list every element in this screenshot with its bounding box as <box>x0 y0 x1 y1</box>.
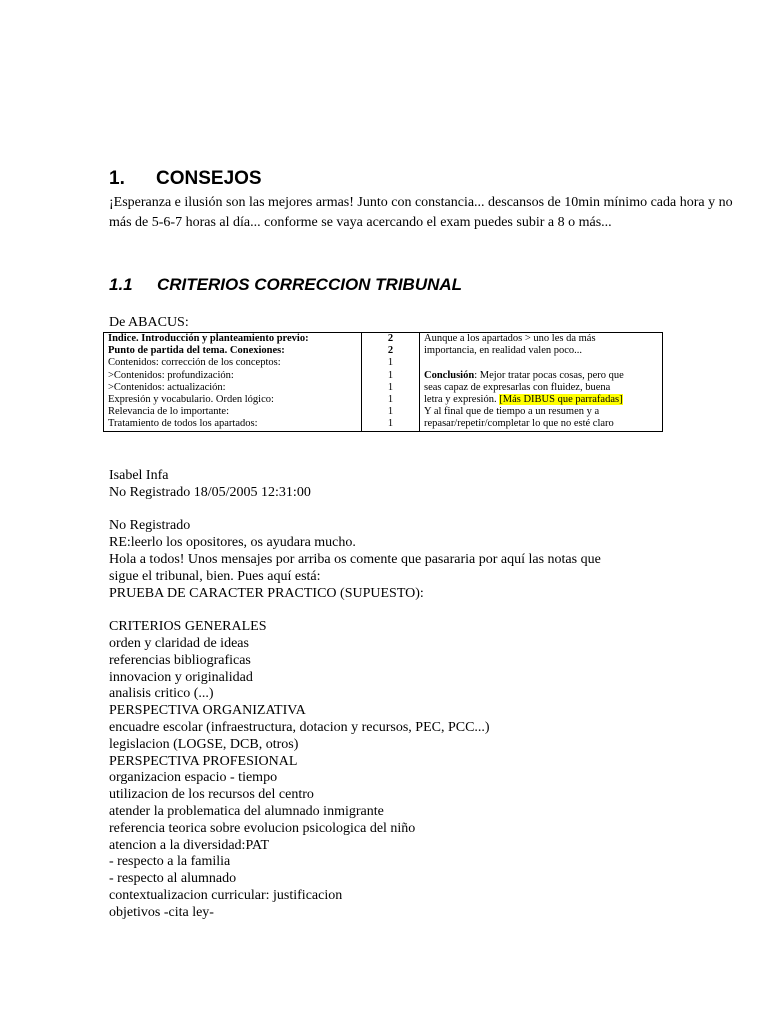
body-line: PRUEBA DE CARACTER PRACTICO (SUPUESTO): <box>109 585 424 601</box>
body-line: referencias bibliograficas <box>109 652 251 668</box>
body-line: atencion a la diversidad:PAT <box>109 837 270 853</box>
criterion-score: 1 <box>387 406 394 418</box>
note-line: importancia, en realidad valen poco... <box>424 345 583 357</box>
criterion-score: 1 <box>387 369 394 381</box>
body-line: No Registrado 18/05/2005 12:31:00 <box>109 484 311 500</box>
criterion-score: 1 <box>387 381 394 393</box>
note-line: repasar/repetir/completar lo que no esté claro <box>424 418 614 430</box>
criteria-table <box>103 332 663 432</box>
body-line: organizacion espacio - tiempo <box>109 770 278 786</box>
criterion-label: Relevancia de lo importante: <box>108 406 229 418</box>
note-line: Y al final que de tiempo a un resumen y a <box>424 406 600 418</box>
subsection-title: CRITERIOS CORRECCION TRIBUNAL <box>157 275 463 294</box>
body-line: orden y claridad de ideas <box>109 635 249 651</box>
body-line: RE:leerlo los opositores, os ayudara mucho. <box>109 535 356 551</box>
intro-paragraph: ¡Esperanza e ilusión son las mejores armas! Junto con constancia... descansos de 10min mínimo cada hora y no más de 5-6-7 horas al día... conforme se vaya acercando el exam puedes subir a 8 o más... <box>109 195 733 230</box>
note-spacer <box>424 357 658 369</box>
body-line: Hola a todos! Unos mensajes por arriba os comente que pasararia por aquí las notas que <box>109 551 601 567</box>
criterion-score: 2 <box>387 333 394 344</box>
conclusion-text: : Mejor tratar pocas cosas, pero que <box>474 369 624 381</box>
criterion-label: Punto de partida del tema. Conexiones: <box>108 345 285 357</box>
criterion-label: >Contenidos: profundización: <box>108 369 234 381</box>
body-line <box>109 602 601 619</box>
forum-post-body <box>109 468 601 922</box>
body-line: sigue el tribunal, bien. Pues aquí está: <box>109 568 321 584</box>
body-line: PERSPECTIVA ORGANIZATIVA <box>109 703 306 719</box>
criterion-score: 1 <box>387 357 394 369</box>
criterion-label: Contenidos: corrección de los conceptos: <box>108 357 281 369</box>
body-line: referencia teorica sobre evolucion psicologica del niño <box>109 820 416 836</box>
body-line <box>109 502 601 519</box>
body-line: - respecto al alumnado <box>109 871 237 887</box>
criteria-scores-cell <box>362 333 420 432</box>
criterion-label: >Contenidos: actualización: <box>108 381 226 393</box>
body-line: Isabel Infa <box>109 468 169 483</box>
note-text: letra y expresión. <box>424 394 500 405</box>
body-line: analisis critico (...) <box>109 686 214 702</box>
subsection-heading <box>109 275 462 295</box>
criterion-score: 2 <box>387 345 394 357</box>
body-line: - respecto a la familia <box>109 854 231 870</box>
body-line: CRITERIOS GENERALES <box>109 619 267 635</box>
section-number: 1. <box>109 168 125 189</box>
criterion-score: 1 <box>387 394 394 406</box>
criterion-label: Indice. Introducción y planteamiento previo: <box>108 333 309 344</box>
criteria-notes-cell <box>420 333 663 432</box>
conclusion-line <box>424 370 658 382</box>
criterion-label: Tratamiento de todos los apartados: <box>108 418 258 430</box>
source-label: De ABACUS: <box>109 315 189 330</box>
note-line: seas capaz de expresarlas con fluidez, buena <box>424 381 611 393</box>
section-heading <box>109 168 262 190</box>
body-line: contextualizacion curricular: justificacion <box>109 887 343 903</box>
note-line: Aunque a los apartados > uno les da más <box>424 333 596 344</box>
body-line: innovacion y originalidad <box>109 669 253 685</box>
criterion-score: 1 <box>387 418 394 430</box>
conclusion-label: Conclusión <box>424 369 475 381</box>
criteria-labels-cell <box>104 333 362 432</box>
body-line: legislacion (LOGSE, DCB, otros) <box>109 736 299 752</box>
note-line <box>424 394 658 406</box>
body-line: encuadre escolar (infraestructura, dotacion y recursos, PEC, PCC...) <box>109 719 490 735</box>
criterion-label: Expresión y vocabulario. Orden lógico: <box>108 394 274 406</box>
subsection-number: 1.1 <box>109 275 133 294</box>
body-line: No Registrado <box>109 518 191 534</box>
section-title: CONSEJOS <box>156 168 262 189</box>
body-line: atender la problematica del alumnado inmigrante <box>109 803 384 819</box>
body-line: utilizacion de los recursos del centro <box>109 787 314 803</box>
body-line: PERSPECTIVA PROFESIONAL <box>109 753 298 769</box>
body-line: objetivos -cita ley- <box>109 904 214 920</box>
highlighted-note: [Más DIBUS que parrafadas] <box>499 394 623 405</box>
